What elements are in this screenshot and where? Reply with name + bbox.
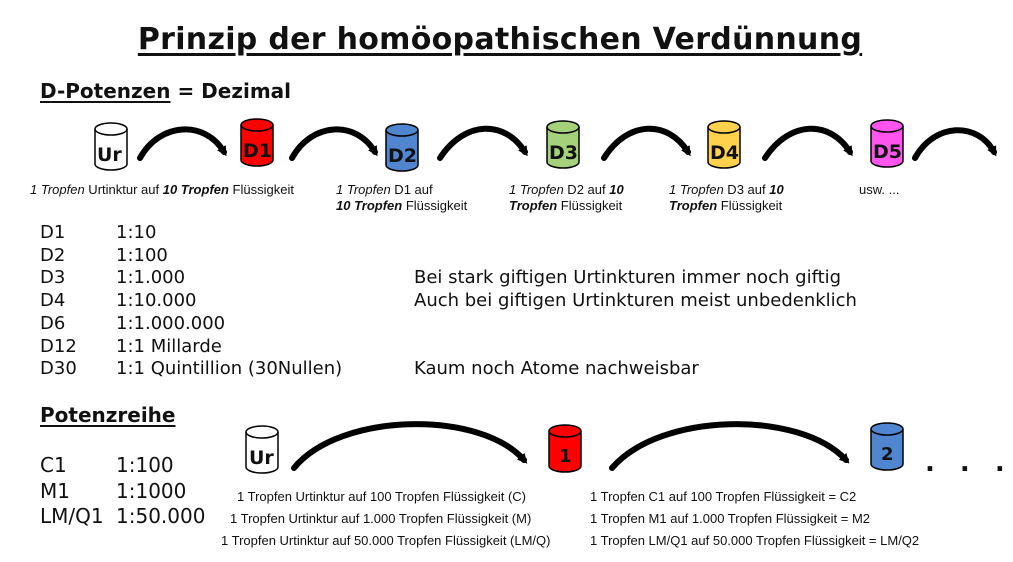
caption-d2-d3-c2: Tropfen: [509, 198, 558, 213]
caption-d1-d2-d: Flüssigkeit: [402, 198, 468, 213]
bottle-d3-label: D3: [549, 142, 578, 164]
caption-d1-d2: [336, 182, 467, 214]
d-table-note-3: Auch bei giftigen Urtinkturen meist unbedenklich: [414, 290, 857, 311]
caption-usw: usw. ...: [859, 182, 900, 197]
p-caption-right-0: 1 Tropfen C1 auf 100 Tropfen Flüssigkeit = C2: [590, 489, 857, 504]
d-table-ratio-5: 1:1 Millarde: [116, 336, 222, 357]
d-table-note-2: Bei stark giftigen Urtinkturen immer noch giftig: [414, 267, 842, 288]
caption-d2-d3-b: D2 auf: [563, 182, 610, 197]
bottle-ur-top: [95, 123, 127, 135]
arrow-d1-d2: [292, 129, 375, 158]
d-table-name-2: D3: [40, 267, 66, 288]
arrow-ur-d1: [140, 129, 224, 158]
p-table-name-2: LM/Q1: [40, 504, 104, 528]
caption-d3-d4: [669, 182, 784, 214]
p-table-ratio-0: 1:100: [116, 453, 174, 477]
bottle-p-ur-top: [246, 426, 278, 438]
d-section-heading-underlined: D-Potenzen: [40, 79, 171, 103]
d-table-name-4: D6: [40, 313, 66, 334]
p-table-name-0: C1: [40, 453, 67, 477]
p-section-heading: [40, 403, 176, 427]
d-table-ratio-6: 1:1 Quintillion (30Nullen): [116, 358, 343, 379]
caption-d1-d2-b: D1 auf: [390, 182, 433, 197]
bottle-p-2-top: [871, 423, 903, 435]
caption-ur-d1-c: 10 Tropfen: [162, 182, 229, 197]
bottle-p-1-label: 1: [559, 446, 572, 467]
continuation-ellipsis: . . .: [925, 448, 1013, 478]
p-caption-left-1: 1 Tropfen Urtinktur auf 1.000 Tropfen Flüssigkeit (M): [230, 511, 532, 526]
arrow-d5-next: [915, 130, 994, 158]
d-table-name-5: D12: [40, 336, 77, 357]
p-caption-right-2: 1 Tropfen LM/Q1 auf 50.000 Tropfen Flüssigkeit = LM/Q2: [590, 533, 920, 548]
p-table-ratio-2: 1:50.000: [116, 504, 206, 528]
p-table-ratio-1: 1:1000: [116, 479, 187, 503]
caption-d2-d3-c1: 10: [609, 182, 624, 197]
caption-d2-d3-d: Flüssigkeit: [557, 198, 623, 213]
d-table-name-3: D4: [40, 290, 66, 311]
bottle-d3-top: [547, 121, 579, 133]
p-caption-right-1: 1 Tropfen M1 auf 1.000 Tropfen Flüssigkeit = M2: [590, 511, 871, 526]
d-table-ratio-0: 1:10: [116, 222, 157, 243]
d-table-ratio-1: 1:100: [116, 245, 168, 266]
d-table-name-6: D30: [40, 358, 77, 379]
caption-d3-d4-a: 1 Tropfen: [669, 182, 724, 197]
caption-d2-d3-a: 1 Tropfen: [509, 182, 564, 197]
caption-d3-d4-c2: Tropfen: [669, 198, 718, 213]
p-caption-left-0: 1 Tropfen Urtinktur auf 100 Tropfen Flüssigkeit (C): [237, 489, 527, 504]
caption-d1-d2-a: 1 Tropfen: [336, 182, 391, 197]
caption-ur-d1-a: 1 Tropfen: [30, 182, 85, 197]
bottle-d5-label: D5: [873, 141, 902, 163]
p-section-heading-text: Potenzreihe: [40, 403, 176, 427]
bottle-d1-label: D1: [243, 140, 272, 162]
arrow-d4-d5: [765, 129, 850, 158]
bottle-d5-top: [871, 120, 903, 132]
bottle-d1-top: [241, 119, 273, 131]
p-table-name-1: M1: [40, 479, 70, 503]
d-table-name-1: D2: [40, 245, 66, 266]
bottle-p-2-label: 2: [881, 444, 894, 465]
d-table-ratio-4: 1:1.000.000: [116, 313, 226, 334]
d-table-ratio-2: 1:1.000: [116, 267, 186, 288]
bottle-d4-top: [708, 121, 740, 133]
caption-d1-d2-c: 10 Tropfen: [336, 198, 403, 213]
p-caption-left-2: 1 Tropfen Urtinktur auf 50.000 Tropfen Flüssigkeit (LM/Q): [221, 533, 551, 548]
bottle-d2-label: D2: [388, 145, 417, 167]
bottle-d4-label: D4: [710, 142, 739, 164]
d-table-ratio-3: 1:10.000: [116, 290, 197, 311]
bottle-d2-top: [386, 124, 418, 136]
bottle-ur-label: Ur: [97, 144, 122, 166]
arrow-p-ur-1: [294, 424, 524, 468]
bottle-p-ur-label: Ur: [249, 447, 274, 469]
arrow-d2-d3: [440, 129, 525, 158]
caption-d3-d4-d: Flüssigkeit: [717, 198, 783, 213]
d-table-note-6: Kaum noch Atome nachweisbar: [414, 358, 699, 379]
caption-ur-d1-b: Urtinktur auf: [84, 182, 163, 197]
caption-ur-d1-d: Flüssigkeit: [228, 182, 294, 197]
d-table-name-0: D1: [40, 222, 66, 243]
bottle-p-1-top: [549, 425, 581, 437]
caption-ur-d1: [30, 182, 294, 198]
caption-d2-d3: [509, 182, 624, 214]
arrow-d3-d4: [604, 129, 688, 158]
caption-d3-d4-b: D3 auf: [723, 182, 770, 197]
arrow-p-1-2: [612, 424, 846, 468]
d-section-heading-rest: = Dezimal: [170, 79, 292, 103]
caption-d3-d4-c1: 10: [769, 182, 784, 197]
page-title: Prinzip der homöopathischen Verdünnung: [137, 22, 863, 57]
